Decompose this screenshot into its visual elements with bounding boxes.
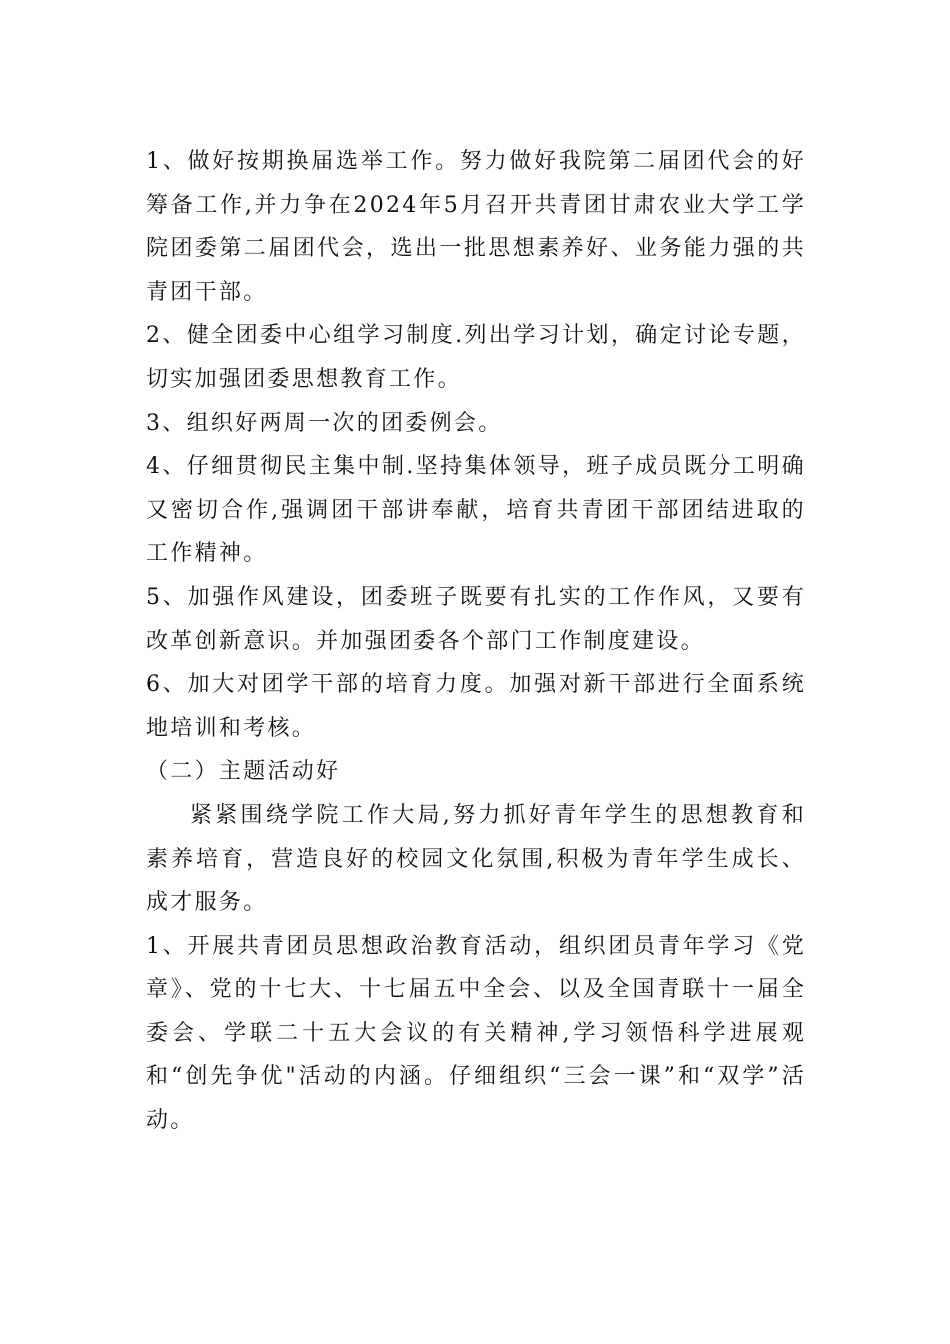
list-item-5: 5、加强作风建设，团委班子既要有扎实的工作作风，又要有改革创新意识。并加强团委各个部门工作制度建设。	[146, 584, 806, 654]
list-item-3: 3、组织好两周一次的团委例会。	[146, 410, 503, 436]
list-item-1: 1、做好按期换届选举工作。努力做好我院第二届团代会的好筹备工作,并力争在2024年5月召开共青团甘肃农业大学工学院团委第二届团代会，选出一批思想素养好、业务能力强的共青团干部。	[146, 149, 806, 305]
section-intro: 紧紧围绕学院工作大局,努力抓好青年学生的思想教育和素养培育，营造良好的校园文化氛围,积极为青年学生成长、成才服务。	[146, 802, 806, 916]
activity-item-1: 1、开展共青团员思想政治教育活动，组织团员青年学习《党章》、党的十七大、十七届五中全会、以及全国青联十一届全委会、学联二十五大会议的有关精神,学习领悟科学进展观和“创先争优"活动的内涵。仔细组织“三会一课”和“双学”活动。	[146, 933, 806, 1134]
section-heading: （二）主题活动好	[146, 759, 341, 785]
document-body	[146, 140, 806, 1143]
list-item-2: 2、健全团委中心组学习制度.列出学习计划，确定讨论专题，切实加强团委思想教育工作。	[146, 323, 806, 392]
list-item-6: 6、加大对团学干部的培育力度。加强对新干部进行全面系统地培训和考核。	[146, 672, 806, 741]
list-item-4: 4、仔细贯彻民主集中制.坚持集体领导，班子成员既分工明确又密切合作,强调团干部讲奉献，培育共青团干部团结进取的工作精神。	[146, 454, 806, 567]
